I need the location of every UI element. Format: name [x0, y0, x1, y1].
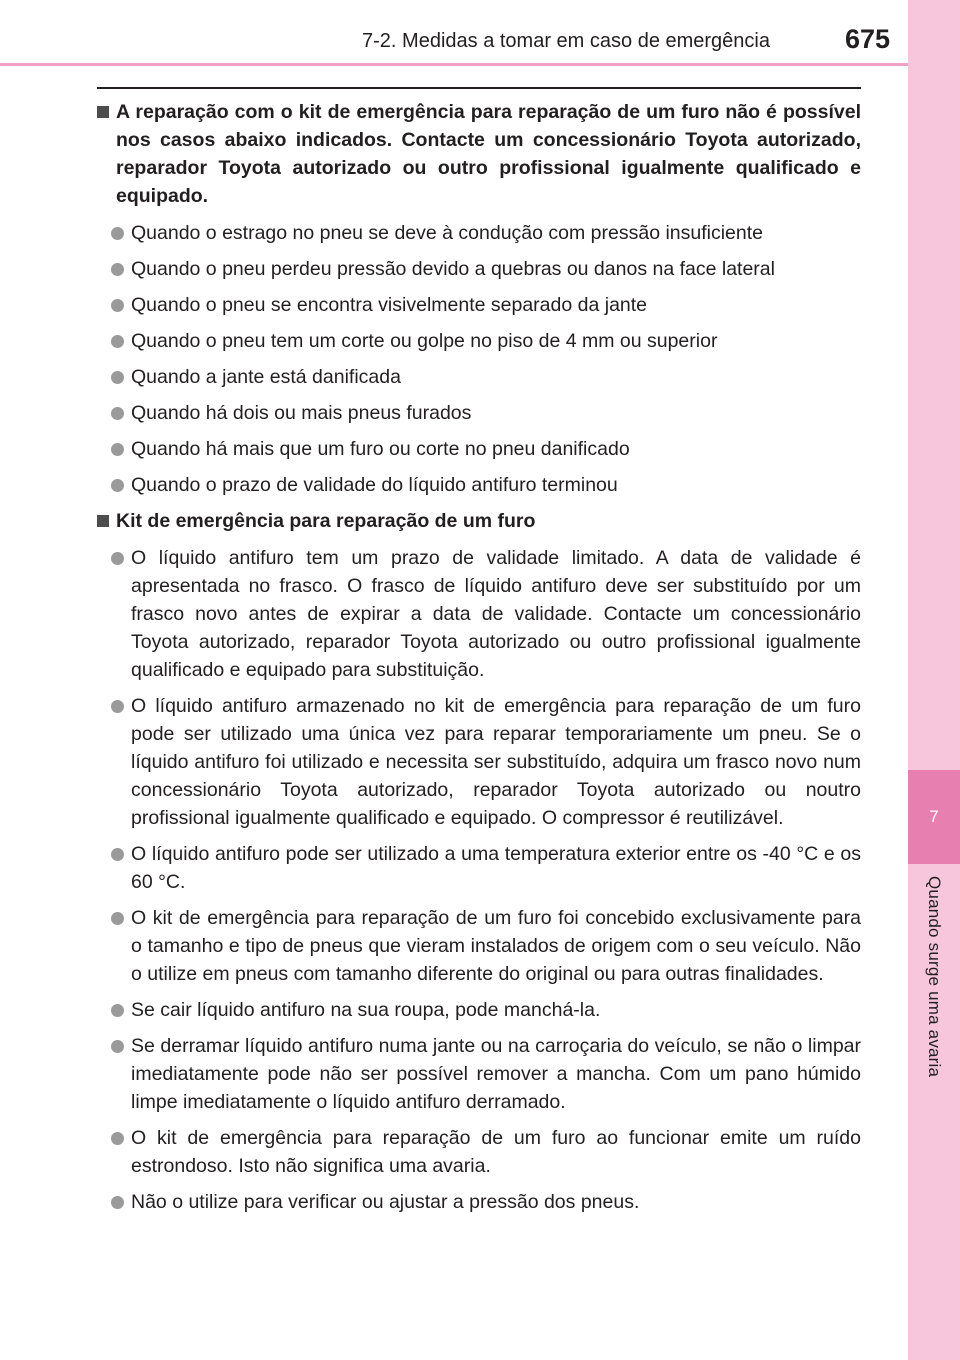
- list-item-text: Quando há dois ou mais pneus furados: [131, 402, 472, 424]
- list-item: [111, 435, 861, 463]
- list-item-text: Quando o pneu tem um corte ou golpe no piso de 4 mm ou superior: [131, 330, 718, 352]
- list-item: [111, 1032, 861, 1116]
- list-item-text: O kit de emergência para reparação de um furo foi concebido exclusivamente para o tamanho e tipo de pneus que vieram instalados de origem com o seu veículo. Não o utilize em pneus com tamanho diferente do original ou para outras finalidades.: [131, 907, 861, 985]
- list-item-text: Se cair líquido antifuro na sua roupa, pode manchá-la.: [131, 999, 601, 1021]
- section-heading: [97, 507, 861, 535]
- round-bullet-icon: [111, 371, 124, 384]
- list-item-text: Quando há mais que um furo ou corte no pneu danificado: [131, 438, 630, 460]
- section-repair-limitations: [97, 98, 861, 499]
- list-item: [111, 692, 861, 832]
- round-bullet-icon: [111, 299, 124, 312]
- list-item-text: Não o utilize para verificar ou ajustar a pressão dos pneus.: [131, 1191, 640, 1213]
- chapter-number: 7: [929, 807, 939, 826]
- list-item-text: Quando o prazo de validade do líquido antifuro terminou: [131, 474, 618, 496]
- list-item: [111, 399, 861, 427]
- list-item-text: O kit de emergência para reparação de um furo ao funcionar emite um ruído estrondoso. Isto não significa uma avaria.: [131, 1127, 861, 1177]
- chapter-title-tab: [908, 876, 960, 1126]
- round-bullet-icon: [111, 407, 124, 420]
- round-bullet-icon: [111, 1004, 124, 1017]
- list-item-text: O líquido antifuro pode ser utilizado a uma temperatura exterior entre os -40 °C e os 60 °C.: [131, 843, 861, 893]
- round-bullet-icon: [111, 912, 124, 925]
- list-item: [111, 255, 861, 283]
- list-item: [111, 219, 861, 247]
- list-item-text: Se derramar líquido antifuro numa jante ou na carroçaria do veículo, se não o limpar imediatamente pode não ser possível remover a mancha. Com um pano húmido limpe imediatamente o líquido antifuro derramado.: [131, 1035, 861, 1113]
- list-item: [111, 471, 861, 499]
- square-bullet-icon: [97, 515, 109, 527]
- round-bullet-icon: [111, 848, 124, 861]
- round-bullet-icon: [111, 335, 124, 348]
- list-item: [111, 544, 861, 684]
- content-divider: [97, 87, 861, 89]
- header-divider: [0, 63, 908, 66]
- side-tab: [908, 0, 960, 1360]
- header-section-title: 7-2. Medidas a tomar em caso de emergência: [362, 30, 770, 52]
- list-item: [111, 840, 861, 896]
- section-heading-text: Kit de emergência para reparação de um furo: [116, 510, 536, 532]
- bullet-list: [97, 219, 861, 499]
- list-item-text: Quando o pneu perdeu pressão devido a quebras ou danos na face lateral: [131, 258, 775, 280]
- section-repair-kit: [97, 507, 861, 1216]
- round-bullet-icon: [111, 263, 124, 276]
- list-item-text: O líquido antifuro armazenado no kit de emergência para reparação de um furo pode ser utilizado uma única vez para reparar temporariamente um pneu. Se o líquido antifuro foi utilizado e necessita ser substituído, adquira um frasco novo num concessionário Toyota autorizado, reparador Toyota autorizado ou noutro profissional igualmente qualificado e equipado. O compressor é reutilizável.: [131, 695, 861, 829]
- list-item: [111, 996, 861, 1024]
- page-number: 675: [844, 24, 890, 54]
- section-heading: [97, 98, 861, 210]
- square-bullet-icon: [97, 106, 109, 118]
- page-content: [97, 98, 861, 1224]
- list-item: [111, 1124, 861, 1180]
- list-item: [111, 327, 861, 355]
- round-bullet-icon: [111, 479, 124, 492]
- round-bullet-icon: [111, 227, 124, 240]
- chapter-number-tab[interactable]: [908, 770, 960, 864]
- round-bullet-icon: [111, 1040, 124, 1053]
- round-bullet-icon: [111, 552, 124, 565]
- round-bullet-icon: [111, 700, 124, 713]
- list-item: [111, 363, 861, 391]
- list-item-text: Quando o pneu se encontra visivelmente separado da jante: [131, 294, 648, 316]
- round-bullet-icon: [111, 443, 124, 456]
- chapter-title: Quando surge uma avaria: [925, 876, 944, 1078]
- list-item: [111, 904, 861, 988]
- list-item: [111, 291, 861, 319]
- round-bullet-icon: [111, 1196, 124, 1209]
- list-item: [111, 1188, 861, 1216]
- list-item-text: Quando a jante está danificada: [131, 366, 401, 388]
- list-item-text: O líquido antifuro tem um prazo de validade limitado. A data de validade é apresentada no frasco. O frasco de líquido antifuro deve ser substituído por um frasco novo antes de expirar a data de validade. Contacte um concessionário Toyota autorizado, reparador Toyota autorizado ou outro profissional igualmente qualificado e equipado para substituição.: [131, 547, 861, 681]
- round-bullet-icon: [111, 1132, 124, 1145]
- list-item-text: Quando o estrago no pneu se deve à condução com pressão insuficiente: [131, 222, 764, 244]
- bullet-list: [97, 544, 861, 1216]
- section-heading-text: A reparação com o kit de emergência para reparação de um furo não é possível nos casos abaixo indicados. Contacte um concessionário Toyota autorizado, reparador Toyota autorizado ou outro profissional igualmente qualificado e equipado.: [116, 101, 861, 207]
